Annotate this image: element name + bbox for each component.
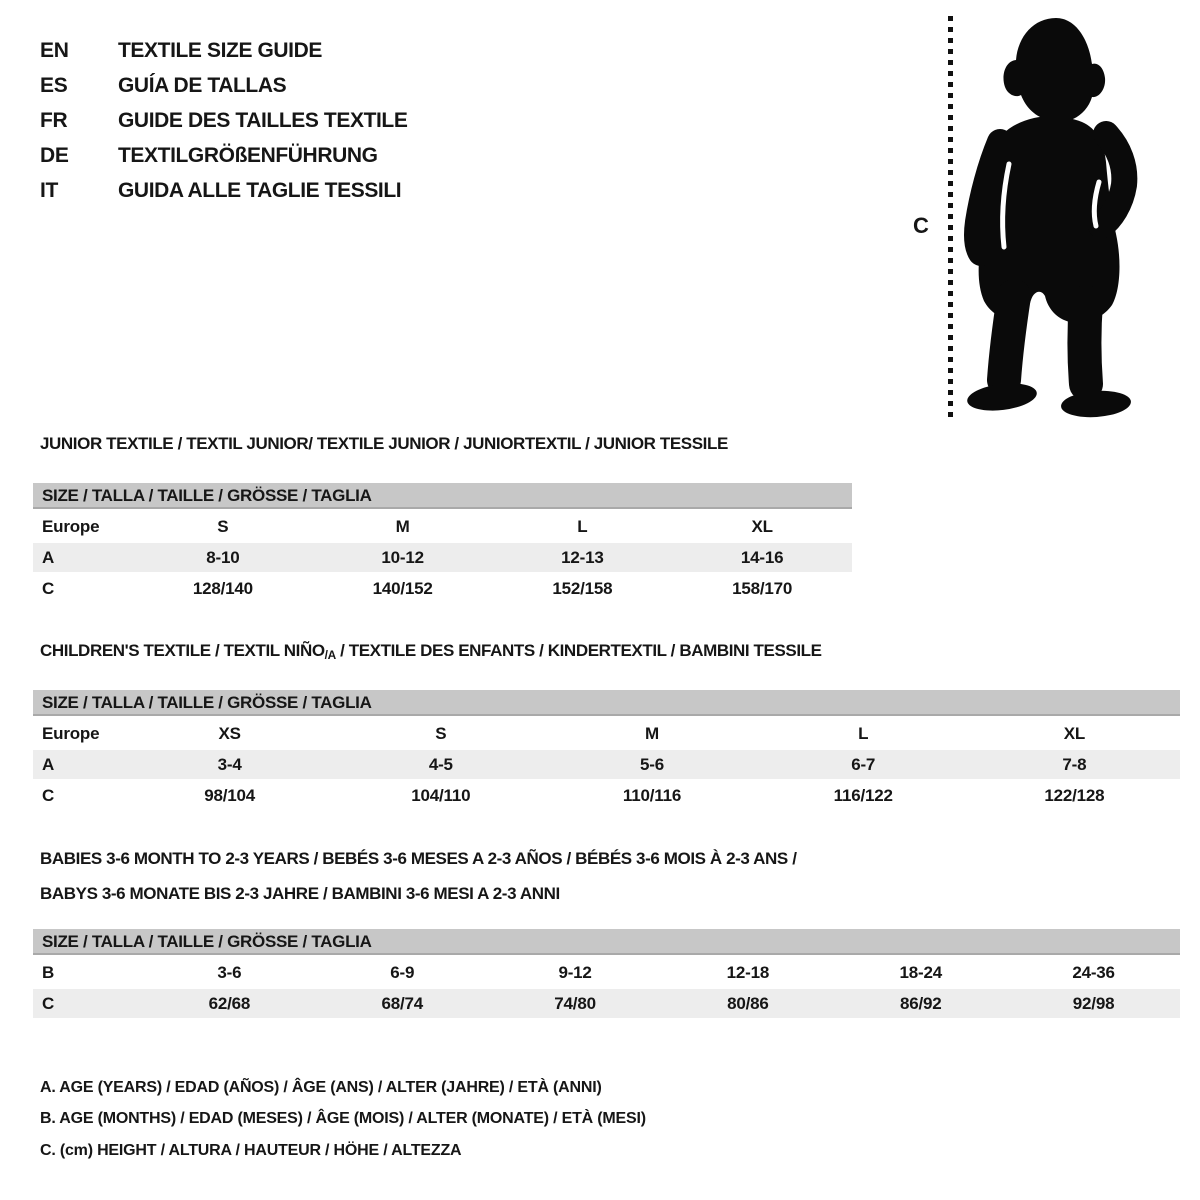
lang-code: FR — [40, 108, 68, 132]
babies-size-band: SIZE / TALLA / TAILLE / GRÖSSE / TAGLIA — [33, 929, 1180, 955]
lang-row-it — [40, 173, 407, 208]
value-cell: 104/110 — [411, 785, 471, 805]
note-age-months: B. AGE (MONTHS) / EDAD (MESES) / ÂGE (MOIS) / ALTER (MONATE) / ETÀ (MESI) — [40, 1110, 646, 1128]
lang-row-de — [40, 138, 407, 173]
language-legend — [40, 33, 407, 208]
babies-section-title-line2: BABYS 3-6 MONATE BIS 2-3 JAHRE / BAMBINI 3-6 MESI A 2-3 ANNI — [40, 884, 560, 903]
value-cell: 128/140 — [192, 578, 253, 598]
lang-code: EN — [40, 38, 69, 62]
junior-header-row — [33, 512, 852, 541]
children-section-title — [40, 641, 822, 662]
value-cell: 68/74 — [381, 993, 424, 1013]
header-cell: L — [858, 723, 869, 743]
value-cell: 122/128 — [1044, 785, 1105, 805]
children-title-suffix: / TEXTILE DES ENFANTS / KINDERTEXTIL / BAMBINI TESSILE — [335, 641, 822, 660]
value-cell: 158/170 — [732, 578, 793, 598]
row-label: A — [42, 547, 55, 567]
baby-right-foot — [1060, 389, 1132, 419]
value-cell: 62/68 — [208, 993, 251, 1013]
lang-title: GUÍA DE TALLAS — [118, 73, 287, 97]
row-label: C — [42, 993, 55, 1013]
junior-size-band: SIZE / TALLA / TAILLE / GRÖSSE / TAGLIA — [33, 483, 852, 509]
height-dashed-line — [948, 16, 953, 418]
row-label: A — [42, 754, 55, 774]
row-label: C — [42, 578, 55, 598]
value-cell: 6-7 — [851, 754, 876, 774]
header-cell: Europe — [42, 723, 100, 743]
lang-title: GUIDA ALLE TAGLIE TESSILI — [118, 178, 402, 202]
junior-row-height — [33, 574, 852, 603]
header-cell: S — [217, 516, 229, 536]
baby-right-leg — [1085, 302, 1087, 384]
header-cell: Europe — [42, 516, 100, 536]
value-cell: 3-4 — [217, 754, 242, 774]
row-label: B — [42, 962, 55, 982]
babies-section-title-line1: BABIES 3-6 MONTH TO 2-3 YEARS / BEBÉS 3-6 MESES A 2-3 AÑOS / BÉBÉS 3-6 MOIS À 2-3 ANS / — [40, 849, 797, 868]
value-cell: 4-5 — [428, 754, 453, 774]
value-cell: 116/122 — [833, 785, 893, 805]
lang-title: TEXTILE SIZE GUIDE — [118, 38, 322, 62]
babies-size-table — [33, 929, 1180, 1018]
baby-left-foot — [966, 380, 1039, 414]
value-cell: 18-24 — [899, 962, 942, 982]
header-cell: XL — [1063, 723, 1086, 743]
header-cell: S — [435, 723, 447, 743]
header-cell: L — [577, 516, 588, 536]
lang-code: DE — [40, 143, 69, 167]
value-cell: 6-9 — [390, 962, 415, 982]
junior-row-age — [33, 543, 852, 572]
lang-row-es — [40, 68, 407, 103]
lang-row-fr — [40, 103, 407, 138]
lang-title: GUIDE DES TAILLES TEXTILE — [118, 108, 408, 132]
header-cell: M — [395, 516, 410, 536]
value-cell: 12-13 — [561, 547, 604, 567]
children-row-age — [33, 750, 1180, 779]
value-cell: 92/98 — [1072, 993, 1115, 1013]
children-size-band: SIZE / TALLA / TAILLE / GRÖSSE / TAGLIA — [33, 690, 1180, 716]
value-cell: 152/158 — [552, 578, 613, 598]
value-cell: 10-12 — [381, 547, 424, 567]
children-header-row — [33, 719, 1180, 748]
value-cell: 140/152 — [372, 578, 433, 598]
value-cell: 8-10 — [206, 547, 240, 567]
children-row-height — [33, 781, 1180, 810]
note-age-years: A. AGE (YEARS) / EDAD (AÑOS) / ÂGE (ANS) / ALTER (JAHRE) / ETÀ (ANNI) — [40, 1078, 602, 1096]
value-cell: 9-12 — [558, 962, 592, 982]
header-cell: XS — [218, 723, 241, 743]
height-measure-label: C — [913, 213, 929, 238]
value-cell: 98/104 — [204, 785, 255, 805]
junior-section-title: JUNIOR TEXTILE / TEXTIL JUNIOR/ TEXTILE JUNIOR / JUNIORTEXTIL / JUNIOR TESSILE — [40, 434, 728, 453]
value-cell: 3-6 — [217, 962, 242, 982]
value-cell: 14-16 — [740, 547, 784, 567]
legend-notes — [40, 1072, 646, 1167]
value-cell: 80/86 — [727, 993, 769, 1013]
header-cell: M — [645, 723, 659, 743]
junior-size-table — [33, 483, 852, 603]
lang-row-en — [40, 33, 407, 68]
babies-row-months — [33, 958, 1180, 987]
lang-title: TEXTILGRÖßENFÜHRUNG — [118, 143, 378, 167]
value-cell: 110/116 — [622, 785, 682, 805]
children-size-table — [33, 690, 1180, 810]
value-cell: 5-6 — [640, 754, 664, 774]
value-cell: 74/80 — [554, 993, 596, 1013]
children-title-prefix: CHILDREN'S TEXTILE / TEXTIL NIÑO — [40, 641, 325, 660]
children-title-sub: /A — [324, 647, 336, 662]
row-label: C — [42, 785, 55, 805]
baby-left-leg — [1004, 296, 1014, 380]
lang-code: ES — [40, 73, 68, 97]
header-cell: XL — [751, 516, 773, 536]
value-cell: 12-18 — [726, 962, 770, 982]
note-height-cm: C. (cm) HEIGHT / ALTURA / HAUTEUR / HÖHE / ALTEZZA — [40, 1141, 462, 1159]
baby-silhouette — [960, 14, 1138, 419]
lang-code: IT — [40, 178, 59, 202]
babies-row-height — [33, 989, 1180, 1018]
value-cell: 86/92 — [899, 993, 942, 1013]
value-cell: 24-36 — [1072, 962, 1115, 982]
value-cell: 7-8 — [1062, 754, 1087, 774]
